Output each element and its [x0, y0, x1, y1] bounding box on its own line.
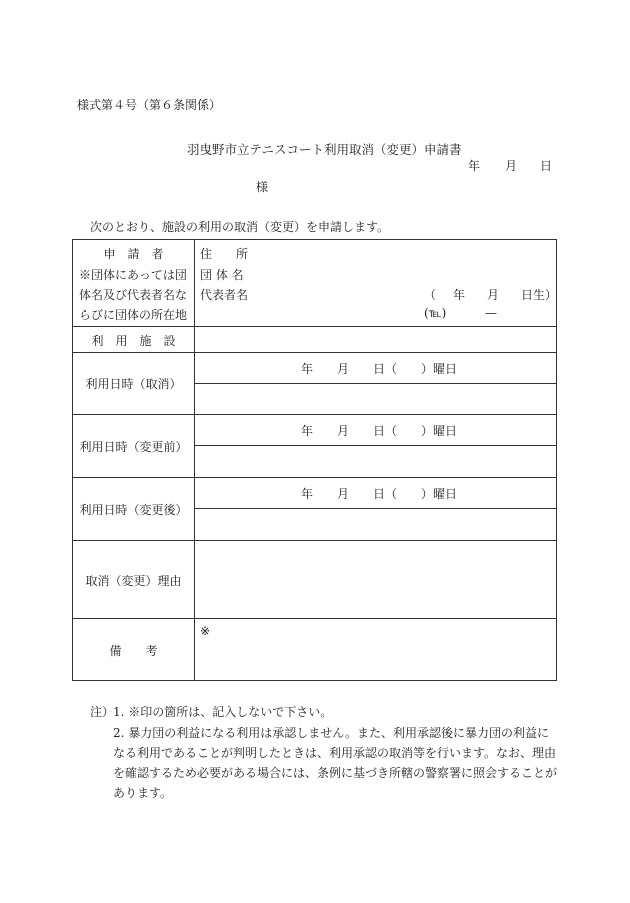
applicant-note-line2: 体名及び代表者名な — [79, 288, 188, 302]
reason-label: 取消（変更）理由 — [85, 574, 182, 588]
before-change-date-line: 年 月 日（ ）曜日 — [301, 424, 458, 438]
applicant-label: 申 請 者 — [103, 247, 164, 261]
date-month-label: 月 — [505, 159, 518, 173]
row-line — [194, 508, 556, 509]
cancel-date-line: 年 月 日（ ）曜日 — [301, 362, 458, 376]
row-line — [194, 383, 556, 384]
before-change-date-label: 利用日時（変更前） — [79, 440, 188, 454]
row-line — [73, 326, 556, 327]
birth-month-label: 月 — [487, 288, 500, 302]
group-name-label: 団 体 名 — [200, 268, 244, 282]
after-change-date-line: 年 月 日（ ）曜日 — [301, 487, 458, 501]
row-line — [73, 414, 556, 415]
page-title: 羽曳野市立テニスコート利用取消（変更）申請書 — [187, 142, 462, 157]
remarks-label: 備 考 — [109, 644, 158, 658]
after-change-date-label: 利用日時（変更後） — [79, 503, 188, 517]
applicant-note-line1: ※団体にあっては団 — [79, 268, 187, 282]
date-year-label: 年 — [468, 159, 481, 173]
row-line — [73, 618, 556, 619]
note-2: 2. 暴力団の利益になる利用は承認しません。また、利用承認後に暴力団の利益になる利用であることが判明したときは、利用承認の取消等を行います。なお、理由を確認するため必要がある場合には、条例に基づき所轄の警察署に照会することがあります。 — [113, 726, 558, 800]
birth-day-label: 日生） — [521, 288, 558, 302]
row-line — [73, 540, 556, 541]
application-table — [72, 239, 557, 681]
row-line — [73, 477, 556, 478]
cancel-date-label: 利用日時（取消） — [85, 377, 182, 391]
birth-year-label: 年 — [453, 288, 466, 302]
column-divider — [194, 240, 195, 680]
addressee-suffix: 様 — [256, 180, 269, 194]
notes-prefix: 注） — [90, 705, 115, 719]
representative-label: 代表者名 — [200, 288, 249, 302]
address-label: 住 所 — [200, 247, 249, 261]
row-line — [73, 352, 556, 353]
date-day-label: 日 — [540, 159, 553, 173]
birth-open-paren: （ — [424, 288, 437, 302]
row-line — [194, 445, 556, 446]
note-1: 1. ※印の箇所は、記入しないで下さい。 — [113, 705, 333, 719]
facility-label: 利 用 施 設 — [91, 334, 176, 348]
tel-dash: — — [485, 306, 497, 320]
form-number: 様式第４号（第６条関係） — [77, 98, 222, 112]
remarks-mark: ※ — [200, 624, 211, 638]
applicant-note-line3: らびに団体の所在地 — [79, 308, 188, 322]
intro-text: 次のとおり、施設の利用の取消（変更）を申請します。 — [90, 220, 390, 234]
tel-label: (℡) — [424, 306, 447, 320]
